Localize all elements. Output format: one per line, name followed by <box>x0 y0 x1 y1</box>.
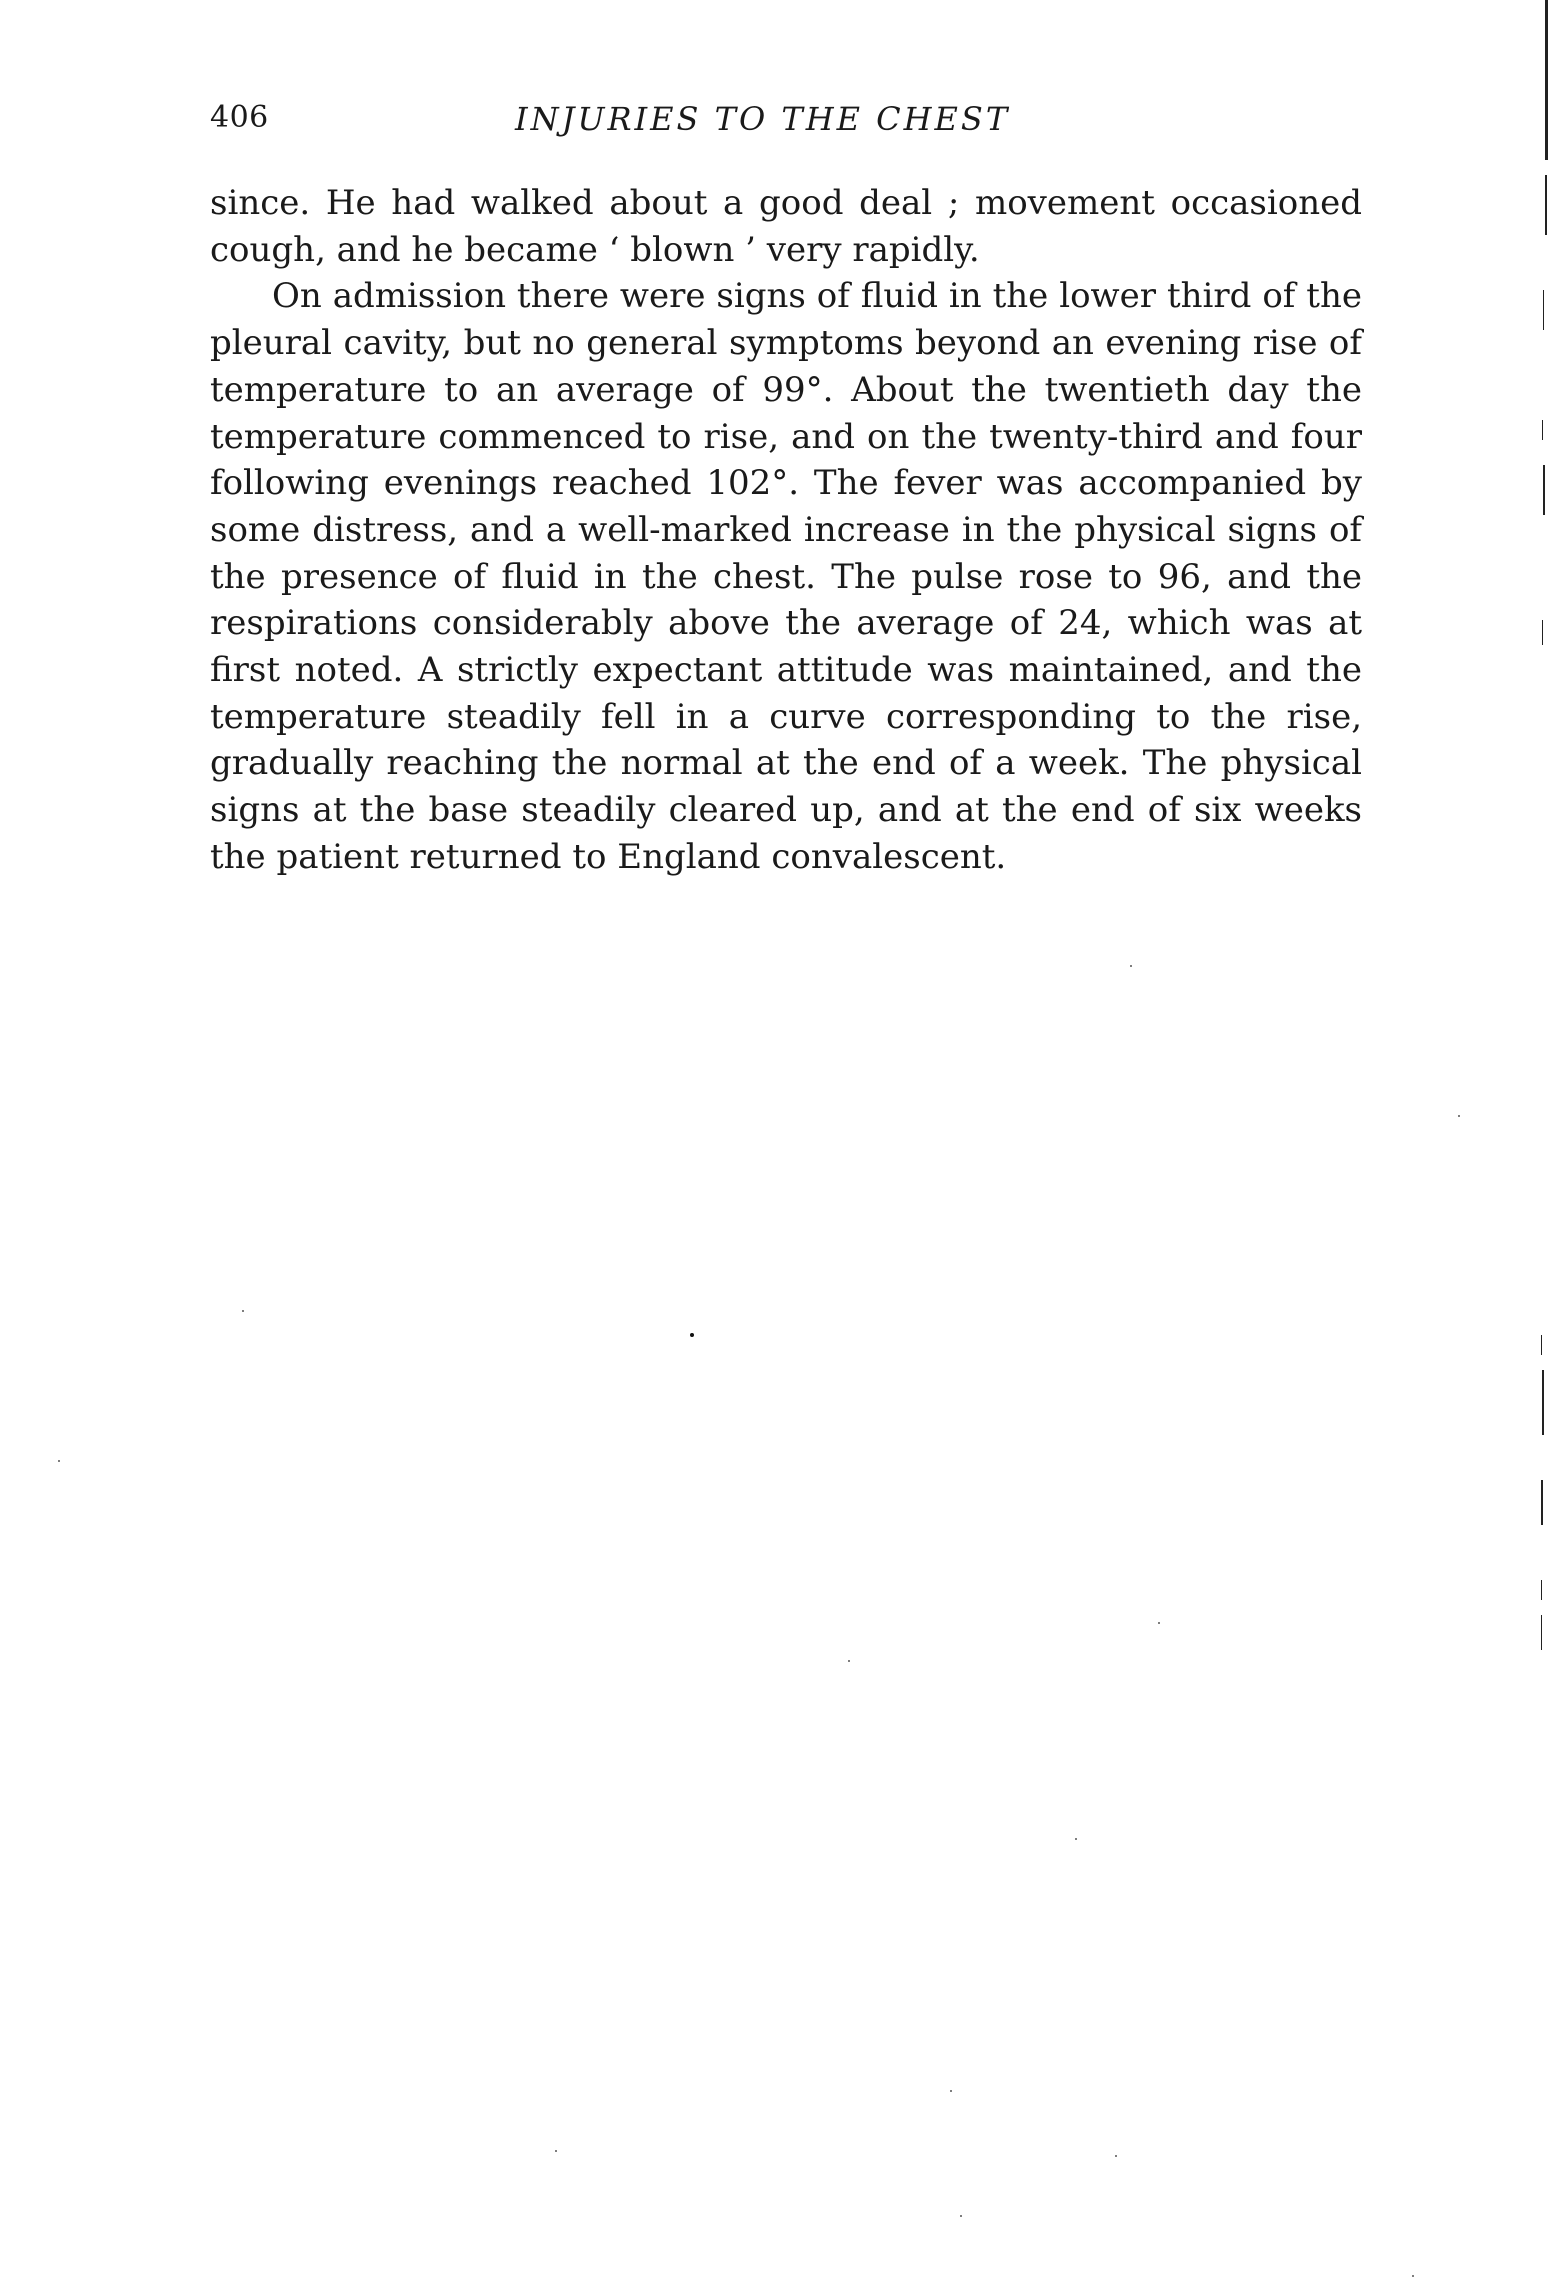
scan-edge-line <box>1542 420 1543 440</box>
scan-speck <box>950 2090 952 2092</box>
scan-edge-line <box>1542 620 1543 645</box>
scan-speck <box>1075 1838 1077 1840</box>
scan-speck <box>848 1660 850 1662</box>
page-number: 406 <box>210 100 269 135</box>
scan-speck <box>1458 1115 1460 1117</box>
scan-edge-line <box>1541 1480 1543 1525</box>
running-head: INJURIES TO THE CHEST <box>515 100 1011 138</box>
scan-speck <box>1412 2275 1414 2277</box>
scan-speck <box>1115 2155 1117 2157</box>
scan-edge-line <box>1545 175 1547 235</box>
scan-speck <box>242 1310 244 1312</box>
scan-speck <box>555 2150 557 2152</box>
page-header <box>210 100 1362 160</box>
scan-edge-line <box>1543 290 1544 330</box>
scan-edge-line <box>1542 1370 1544 1435</box>
scan-edge-line <box>1543 465 1545 515</box>
scan-edge-line <box>1545 0 1548 160</box>
scan-speck <box>1158 1622 1160 1624</box>
scan-speck <box>960 2215 962 2217</box>
paragraph-continued: since. He had walked about a good deal ; movement occasioned cough, and he became ‘ blown ’ very rapidly. <box>210 183 1362 270</box>
scan-edge-line <box>1541 1615 1542 1650</box>
paragraph: On admission there were signs of fluid in the lower third of the pleural cavity, but no general symptoms beyond an evening rise of temperature to an average of 99°. About the twentieth day the temperature commenced to rise, and on the twenty-third and four following evenings reached 102°. The fever was accompanied by some distress, and a well-marked increase in the physical signs of the presence of fluid in the chest. The pulse rose to 96, and the respirations considerably above the average of 24, which was at first noted. A strictly expectant attitude was maintained, and the temperature steadily fell in a curve corresponding to the rise, gradually reaching the normal at the end of a week. The physical signs at the base steadily cleared up, and at the end of six weeks the patient returned to England convalescent. <box>210 276 1362 877</box>
scan-speck <box>690 1333 694 1337</box>
body-text <box>210 180 1362 881</box>
scan-speck <box>1130 965 1132 967</box>
scan-edge-line <box>1541 1580 1542 1600</box>
scan-speck <box>58 1460 60 1462</box>
scan-edge-line <box>1541 1335 1542 1355</box>
